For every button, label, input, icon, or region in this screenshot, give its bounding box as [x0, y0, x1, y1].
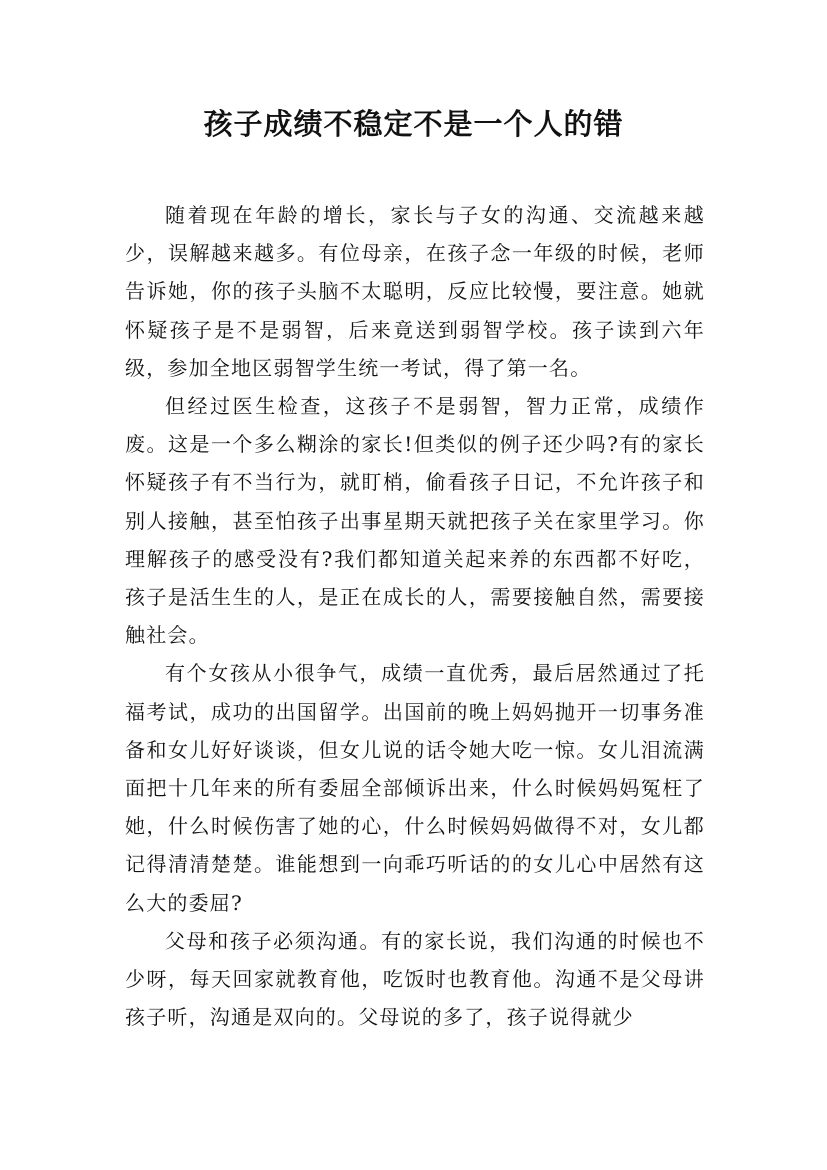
document-title: 孩子成绩不稳定不是一个人的错 [203, 107, 624, 141]
paragraph: 有个女孩从小很争气，成绩一直优秀，最后居然通过了托福考试，成功的出国留学。出国前的晚上妈妈抛开一切事务准备和女儿好好谈谈，但女儿说的话令她大吃一惊。女儿泪流满面把十几年来的所有委屈全部倾诉出来，什么时候妈妈冤枉了她，什么时候伤害了她的心，什么时候妈妈做得不对，女儿都记得清清楚楚。谁能想到一向乖巧听话的的女儿心中居然有这么大的委屈? [125, 661, 705, 915]
paragraph: 但经过医生检查，这孩子不是弱智，智力正常，成绩作废。这是一个多么糊涂的家长!但类似的例子还少吗?有的家长怀疑孩子有不当行为，就盯梢，偷看孩子日记，不允许孩子和别人接触，甚至怕孩子出事星期天就把孩子关在家里学习。你理解孩子的感受没有?我们都知道关起来养的东西都不好吃，孩子是活生生的人，是正在成长的人，需要接触自然，需要接触社会。 [125, 394, 705, 648]
document-body [125, 196, 705, 1036]
paragraph: 父母和孩子必须沟通。有的家长说，我们沟通的时候也不少呀，每天回家就教育他，吃饭时也教育他。沟通不是父母讲孩子听，沟通是双向的。父母说的多了，孩子说得就少 [125, 928, 705, 1030]
paragraph: 随着现在年龄的增长，家长与子女的沟通、交流越来越少，误解越来越多。有位母亲，在孩子念一年级的时候，老师告诉她，你的孩子头脑不太聪明，反应比较慢，要注意。她就怀疑孩子是不是弱智，后来竟送到弱智学校。孩子读到六年级，参加全地区弱智学生统一考试，得了第一名。 [125, 203, 705, 380]
